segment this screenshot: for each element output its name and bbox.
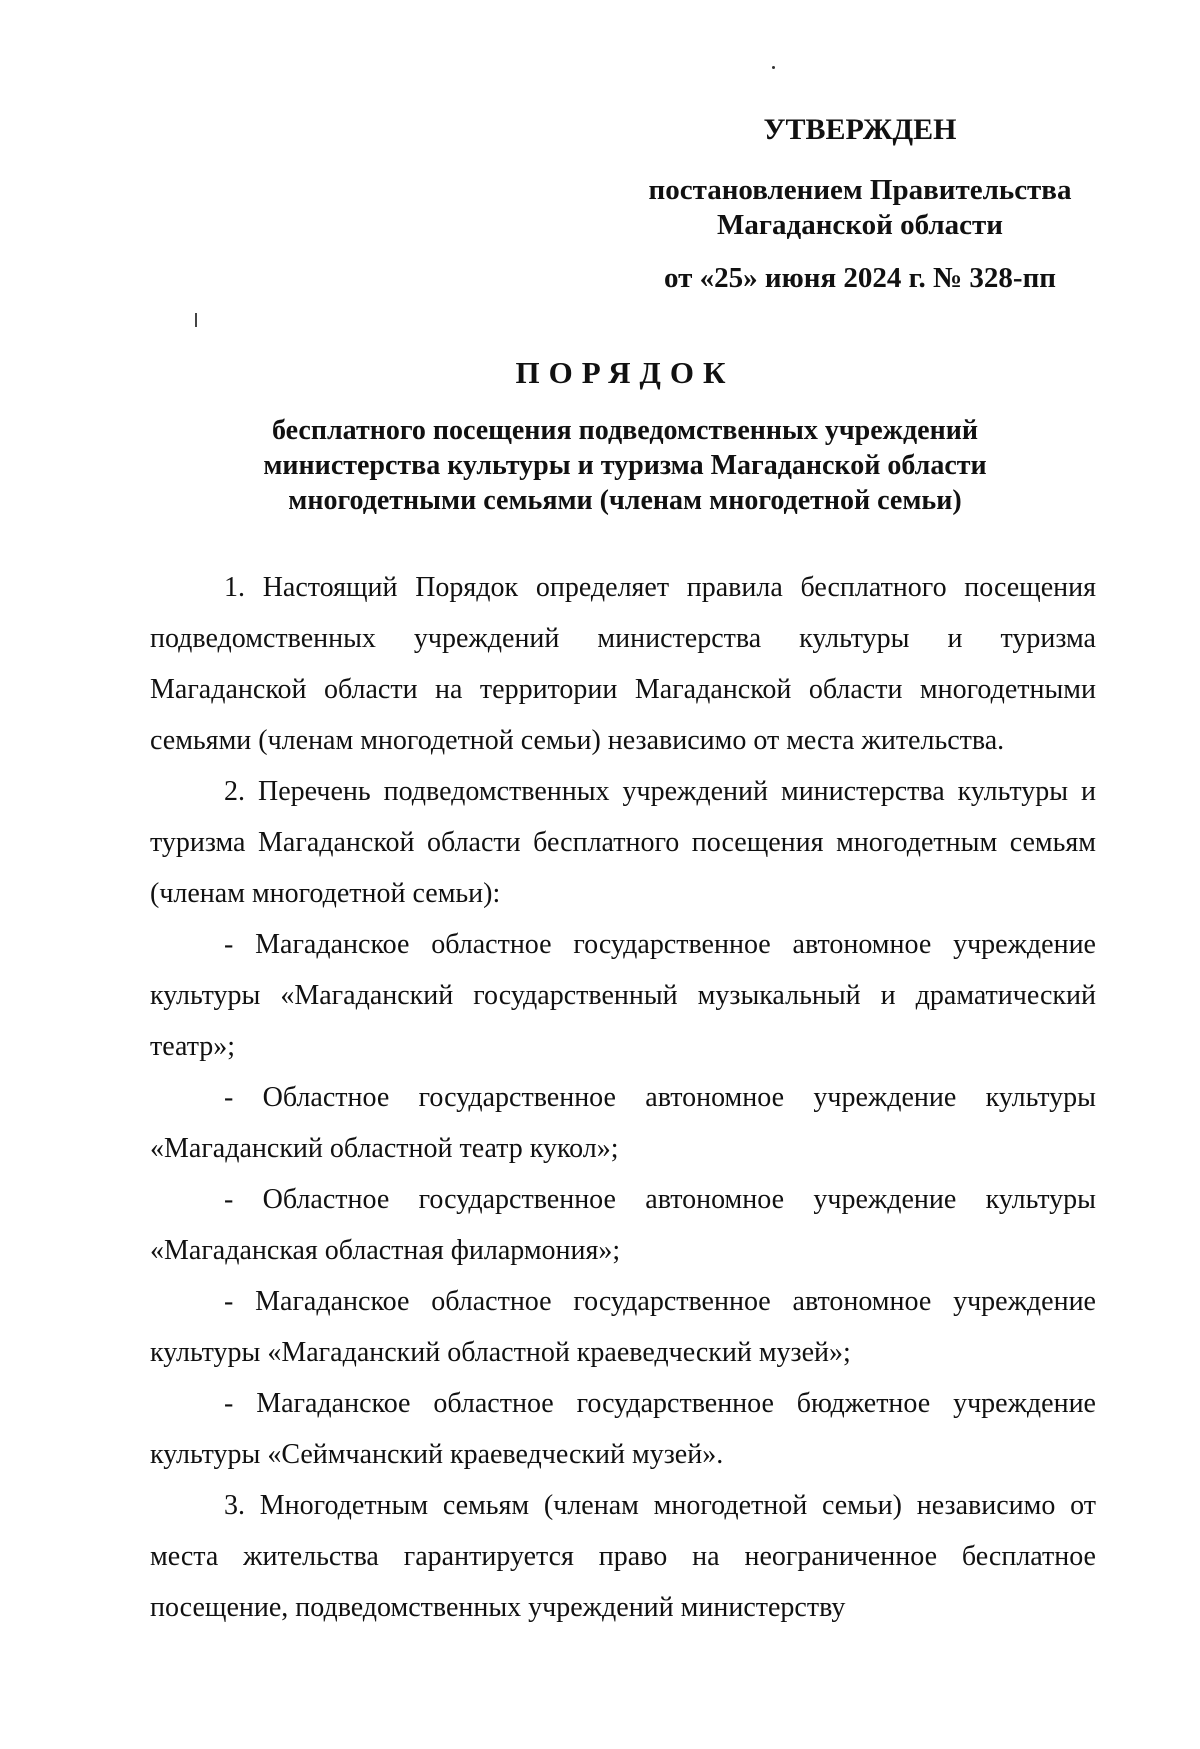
scan-mark [195, 313, 197, 327]
list-item-institution: - Магаданское областное государственное автономное учреждение культуры «Магаданский областной краеведческий музей»; [150, 1286, 1096, 1368]
subtitle-line: министерства культуры и туризма Магаданской области [263, 450, 987, 481]
list-item-institution: - Областное государственное автономное учреждение культуры «Магаданская областная филармония»; [150, 1184, 1096, 1266]
list-item-institution: - Магаданское областное государственное бюджетное учреждение культуры «Сеймчанский краеведческий музей». [150, 1388, 1096, 1470]
approval-stamp-block [600, 112, 1120, 296]
document-body [150, 562, 1096, 1633]
approval-order-date: от «25» июня 2024 г. № 328-пп [664, 262, 1056, 294]
list-item-institution: - Магаданское областное государственное автономное учреждение культуры «Магаданский государственный музыкальный и драматический театр»; [150, 929, 1096, 1062]
document-subtitle [150, 413, 1100, 518]
scan-speck [772, 66, 775, 69]
subtitle-line: бесплатного посещения подведомственных учреждений [272, 415, 978, 446]
approved-heading: УТВЕРЖДЕН [763, 113, 957, 146]
subtitle-line: многодетными семьями (членам многодетной семьи) [288, 485, 962, 516]
list-item-institution: - Областное государственное автономное учреждение культуры «Магаданский областной театр кукол»; [150, 1082, 1096, 1164]
document-title: ПОРЯДОК [515, 355, 735, 390]
paragraph-1: 1. Настоящий Порядок определяет правила бесплатного посещения подведомственных учреждений министерства культуры и туризма Магаданской области на территории Магаданской области многодетными семьями (членам многодетной семьи) независимо от места жительства. [150, 572, 1096, 756]
paragraph-3: 3. Многодетным семьям (членам многодетной семьи) независимо от места жительства гарантируется право на неограниченное бесплатное посещение, подведомственных учреждений министерству [150, 1490, 1096, 1623]
approval-line-2: Магаданской области [717, 209, 1003, 241]
document-title-block [150, 355, 1100, 518]
approval-line-1: постановлением Правительства [648, 174, 1072, 206]
paragraph-2: 2. Перечень подведомственных учреждений министерства культуры и туризма Магаданской области бесплатного посещения многодетным семьям (членам многодетной семьи): [150, 776, 1096, 909]
